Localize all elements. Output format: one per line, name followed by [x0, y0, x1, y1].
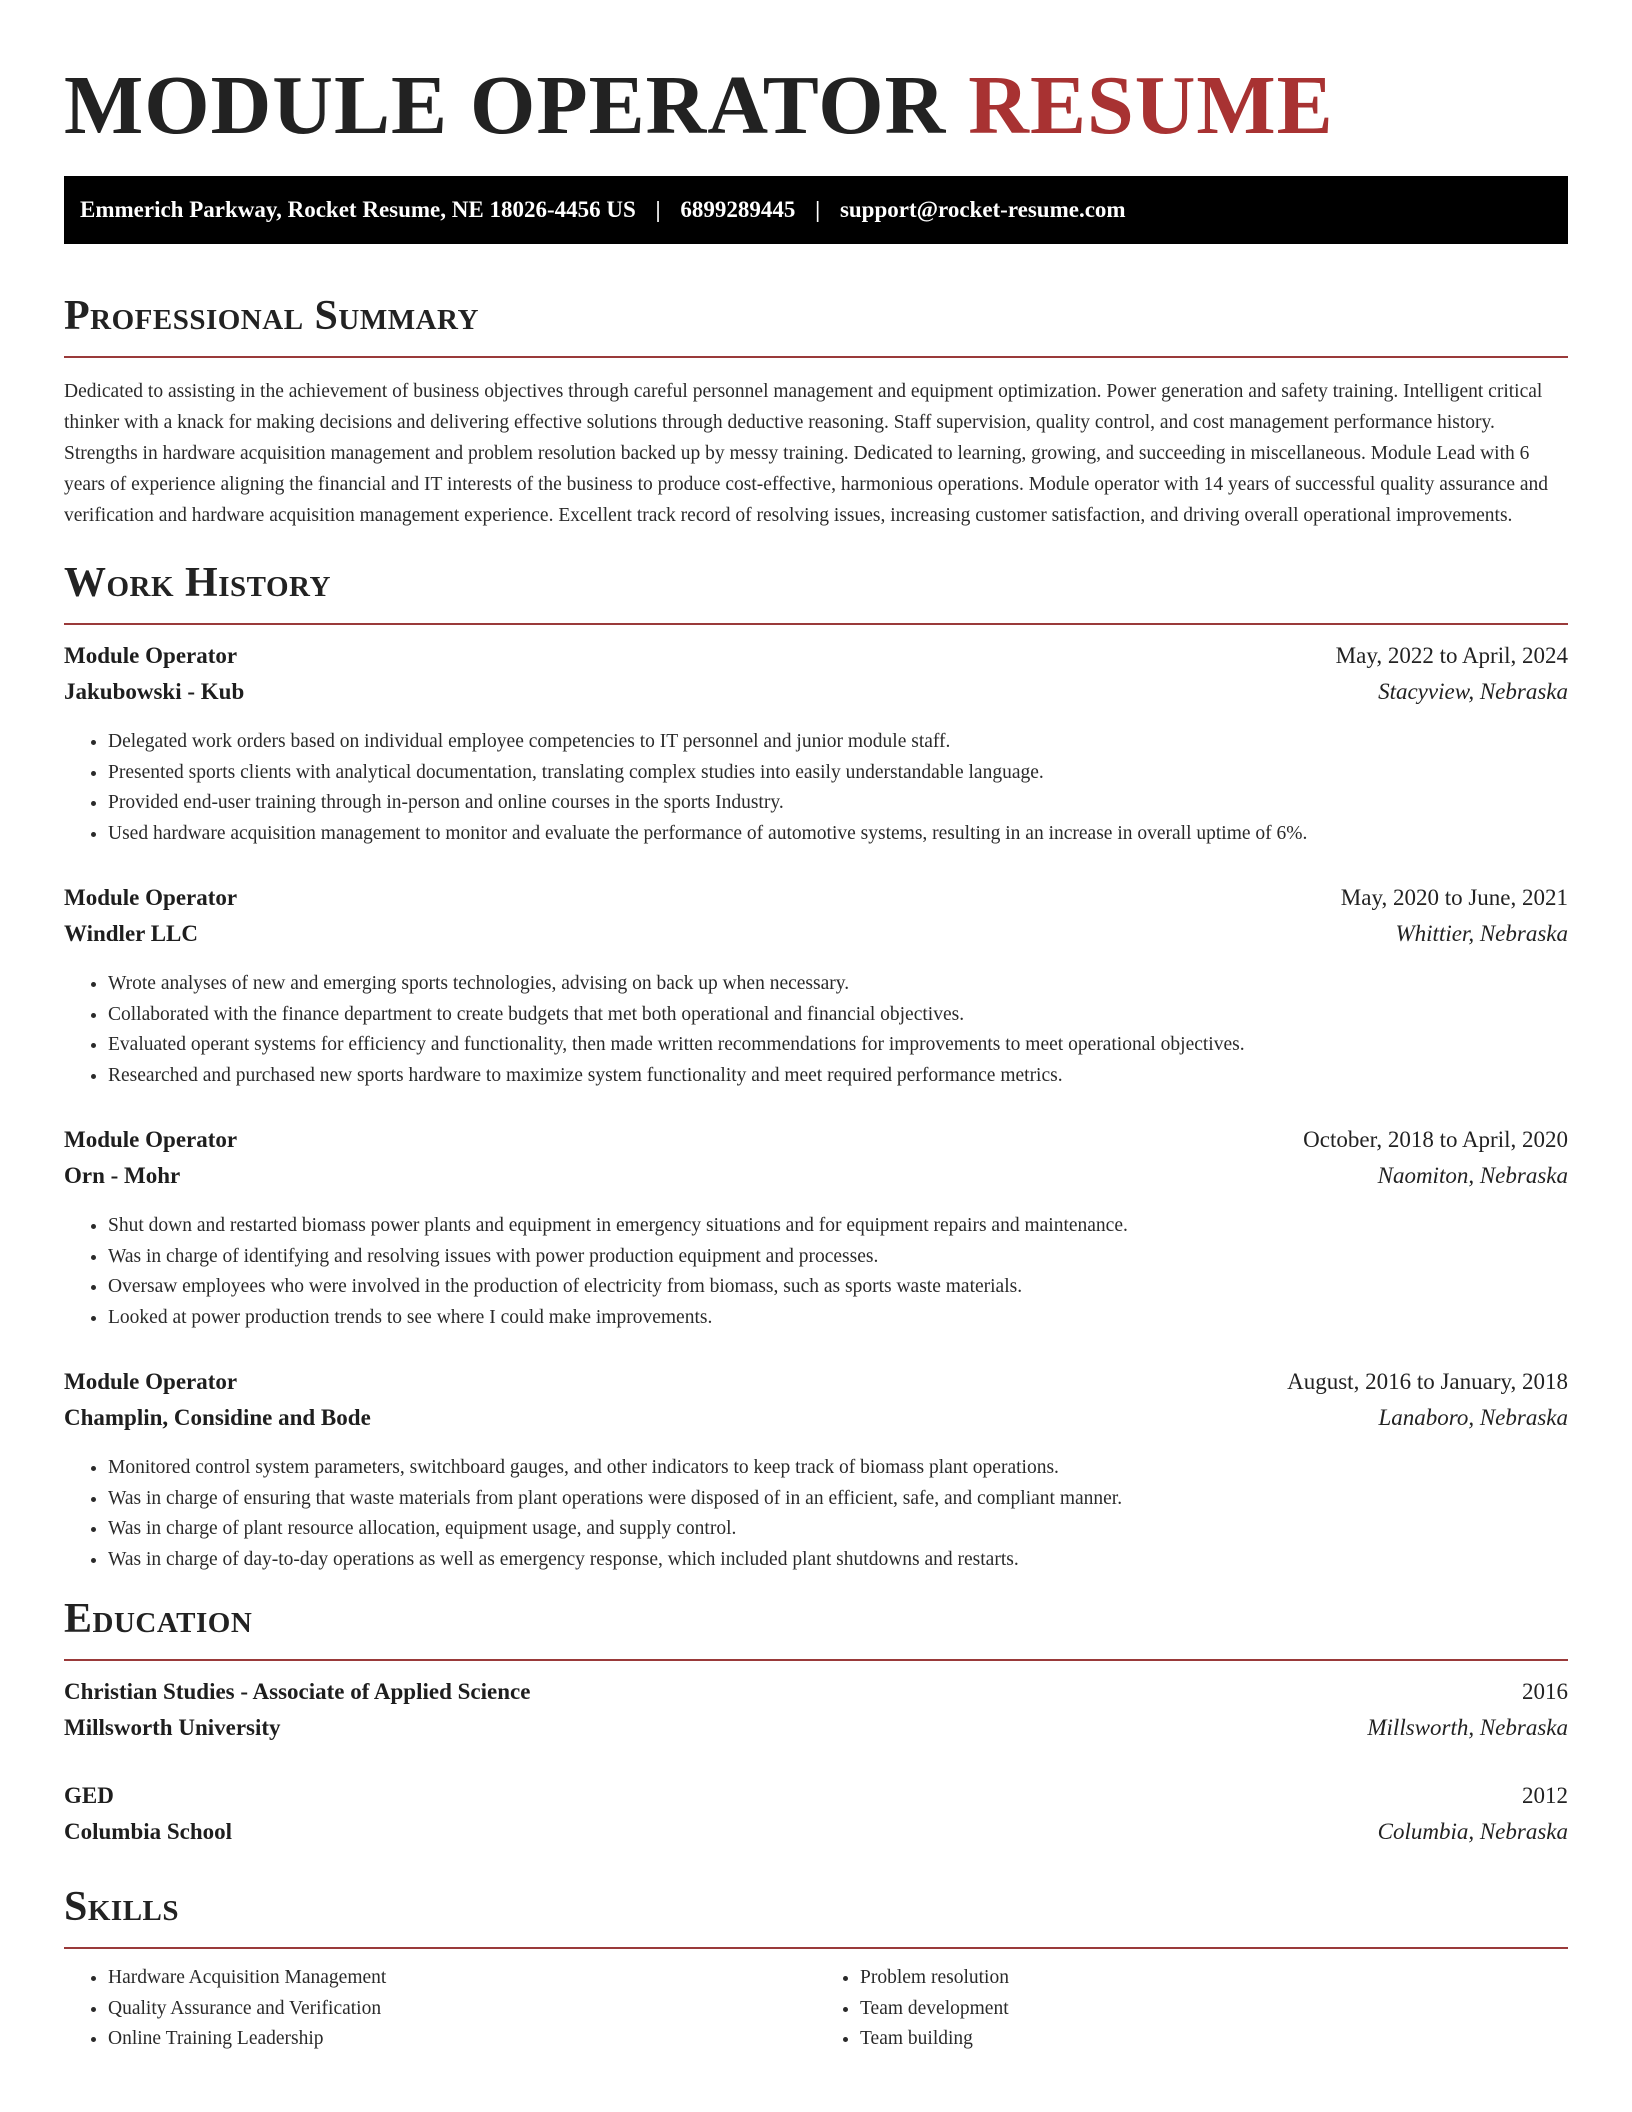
job-bullet: • Looked at power production trends to see where I could make improvements. — [108, 1303, 1568, 1334]
job-bullet: • Used hardware acquisition management to monitor and evaluate the performance of automotive systems, resulting in an increase in overall uptime of 6%. — [108, 819, 1568, 850]
job-dates: May, 2020 to June, 2021 — [1340, 885, 1568, 910]
job-bullet: • Shut down and restarted biomass power plants and equipment in emergency situations and for equipment repairs and maintenance. — [108, 1211, 1568, 1242]
skill-item: • Quality Assurance and Verification — [108, 1994, 816, 2025]
job-bullet: • Collaborated with the finance department to create budgets that met both operational and financial objectives. — [108, 1000, 1568, 1031]
job-bullet: • Evaluated operant systems for efficiency and functionality, then made written recommendations for improvements to meet operational objectives. — [108, 1030, 1568, 1061]
job-dates: May, 2022 to April, 2024 — [1335, 643, 1568, 668]
resume-title-accent: RESUME — [968, 59, 1334, 152]
job-bullets — [64, 1453, 1568, 1575]
skill-item: • Hardware Acquisition Management — [108, 1963, 816, 1994]
skill-item: • Problem resolution — [860, 1963, 1568, 1994]
contact-address: Emmerich Parkway, Rocket Resume, NE 18026-4456 US — [80, 197, 636, 222]
job-bullets — [64, 1211, 1568, 1333]
education-location: Millsworth, Nebraska — [1367, 1715, 1568, 1740]
job-bullet: • Monitored control system parameters, switchboard gauges, and other indicators to keep track of biomass plant operations. — [108, 1453, 1568, 1484]
skill-item: • Team development — [860, 1994, 1568, 2025]
job-company: Champlin, Considine and Bode — [64, 1405, 371, 1430]
job-dates: August, 2016 to January, 2018 — [1287, 1369, 1568, 1394]
resume-title — [64, 0, 1568, 176]
education-degree: GED — [64, 1783, 114, 1808]
summary-heading: Professional Summary — [64, 293, 479, 339]
education-entry — [64, 1679, 1568, 1751]
job-location: Whittier, Nebraska — [1395, 921, 1568, 946]
job-location: Lanaboro, Nebraska — [1378, 1405, 1568, 1430]
contact-separator: | — [815, 197, 821, 222]
job-bullet: • Presented sports clients with analytical documentation, translating complex studies into easily understandable language. — [108, 758, 1568, 789]
resume-title-main: MODULE OPERATOR — [64, 59, 947, 152]
contact-phone: 6899289445 — [680, 197, 796, 222]
education-school: Millsworth University — [64, 1715, 281, 1740]
summary-text: Dedicated to assisting in the achievement of business objectives through careful personnel management and equipment optimization. Power generation and safety training. Intelligent critical thinker with a knack for making decisions and delivering effective solutions through deductive reasoning. Staff supervision, quality control, and cost management performance history. Strengths in hardware acquisition management and problem resolution backed up by messy training. Dedicated to learning, growing, and succeeding in miscellaneous. Module Lead with 6 years of experience aligning the financial and IT interests of the business to produce cost-effective, harmonious operations. Module operator with 14 years of successful quality assurance and verification and hardware acquisition management experience. Excellent track record of resolving issues, increasing customer satisfaction, and driving overall operational improvements. — [64, 381, 1549, 526]
job-company: Windler LLC — [64, 921, 198, 946]
education-year: 2016 — [1522, 1679, 1568, 1704]
job-bullets — [64, 969, 1568, 1091]
section-divider — [64, 1947, 1568, 1949]
job-company: Jakubowski - Kub — [64, 679, 245, 704]
education-school: Columbia School — [64, 1819, 233, 1844]
contact-bar — [64, 176, 1568, 244]
section-divider — [64, 356, 1568, 358]
job-entry — [64, 885, 1568, 1091]
work-history-section — [64, 555, 1568, 1575]
section-divider — [64, 1659, 1568, 1661]
skills-heading: Skills — [64, 1884, 180, 1930]
job-location: Stacyview, Nebraska — [1378, 679, 1568, 704]
job-dates: October, 2018 to April, 2020 — [1303, 1127, 1568, 1152]
job-company: Orn - Mohr — [64, 1163, 181, 1188]
job-location: Naomiton, Nebraska — [1377, 1163, 1568, 1188]
education-heading: Education — [64, 1596, 253, 1642]
job-bullet: • Oversaw employees who were involved in the production of electricity from biomass, such as sports waste materials. — [108, 1272, 1568, 1303]
education-year: 2012 — [1522, 1783, 1568, 1808]
education-entry — [64, 1783, 1568, 1855]
job-bullet: • Provided end-user training through in-person and online courses in the sports Industry. — [108, 788, 1568, 819]
job-title: Module Operator — [64, 885, 238, 910]
education-section — [64, 1591, 1568, 1855]
job-bullet: • Was in charge of ensuring that waste materials from plant operations were disposed of in an efficient, safe, and compliant manner. — [108, 1484, 1568, 1515]
job-bullet: • Researched and purchased new sports hardware to maximize system functionality and meet required performance metrics. — [108, 1061, 1568, 1092]
job-bullet: • Was in charge of day-to-day operations as well as emergency response, which included plant shutdowns and restarts. — [108, 1545, 1568, 1576]
work-history-heading: Work History — [64, 560, 331, 606]
job-bullet: • Wrote analyses of new and emerging sports technologies, advising on back up when necessary. — [108, 969, 1568, 1000]
job-title: Module Operator — [64, 643, 238, 668]
job-title: Module Operator — [64, 1369, 238, 1394]
job-title: Module Operator — [64, 1127, 238, 1152]
education-degree: Christian Studies - Associate of Applied Science — [64, 1679, 531, 1704]
skills-column-right — [816, 1963, 1568, 2055]
job-entry — [64, 1127, 1568, 1333]
section-divider — [64, 623, 1568, 625]
job-entry — [64, 1369, 1568, 1575]
job-bullets — [64, 727, 1568, 849]
job-bullet: • Was in charge of identifying and resolving issues with power production equipment and processes. — [108, 1242, 1568, 1273]
job-entry — [64, 643, 1568, 849]
skill-item: • Team building — [860, 2024, 1568, 2055]
skills-grid — [64, 1963, 1568, 2055]
job-bullet: • Delegated work orders based on individual employee competencies to IT personnel and junior module staff. — [108, 727, 1568, 758]
contact-email: support@rocket-resume.com — [839, 197, 1126, 222]
skills-section — [64, 1879, 1568, 2055]
contact-separator: | — [655, 197, 661, 222]
job-bullet: • Was in charge of plant resource allocation, equipment usage, and supply control. — [108, 1514, 1568, 1545]
education-location: Columbia, Nebraska — [1377, 1819, 1568, 1844]
summary-section — [64, 288, 1568, 531]
skills-column-left — [64, 1963, 816, 2055]
skill-item: • Online Training Leadership — [108, 2024, 816, 2055]
